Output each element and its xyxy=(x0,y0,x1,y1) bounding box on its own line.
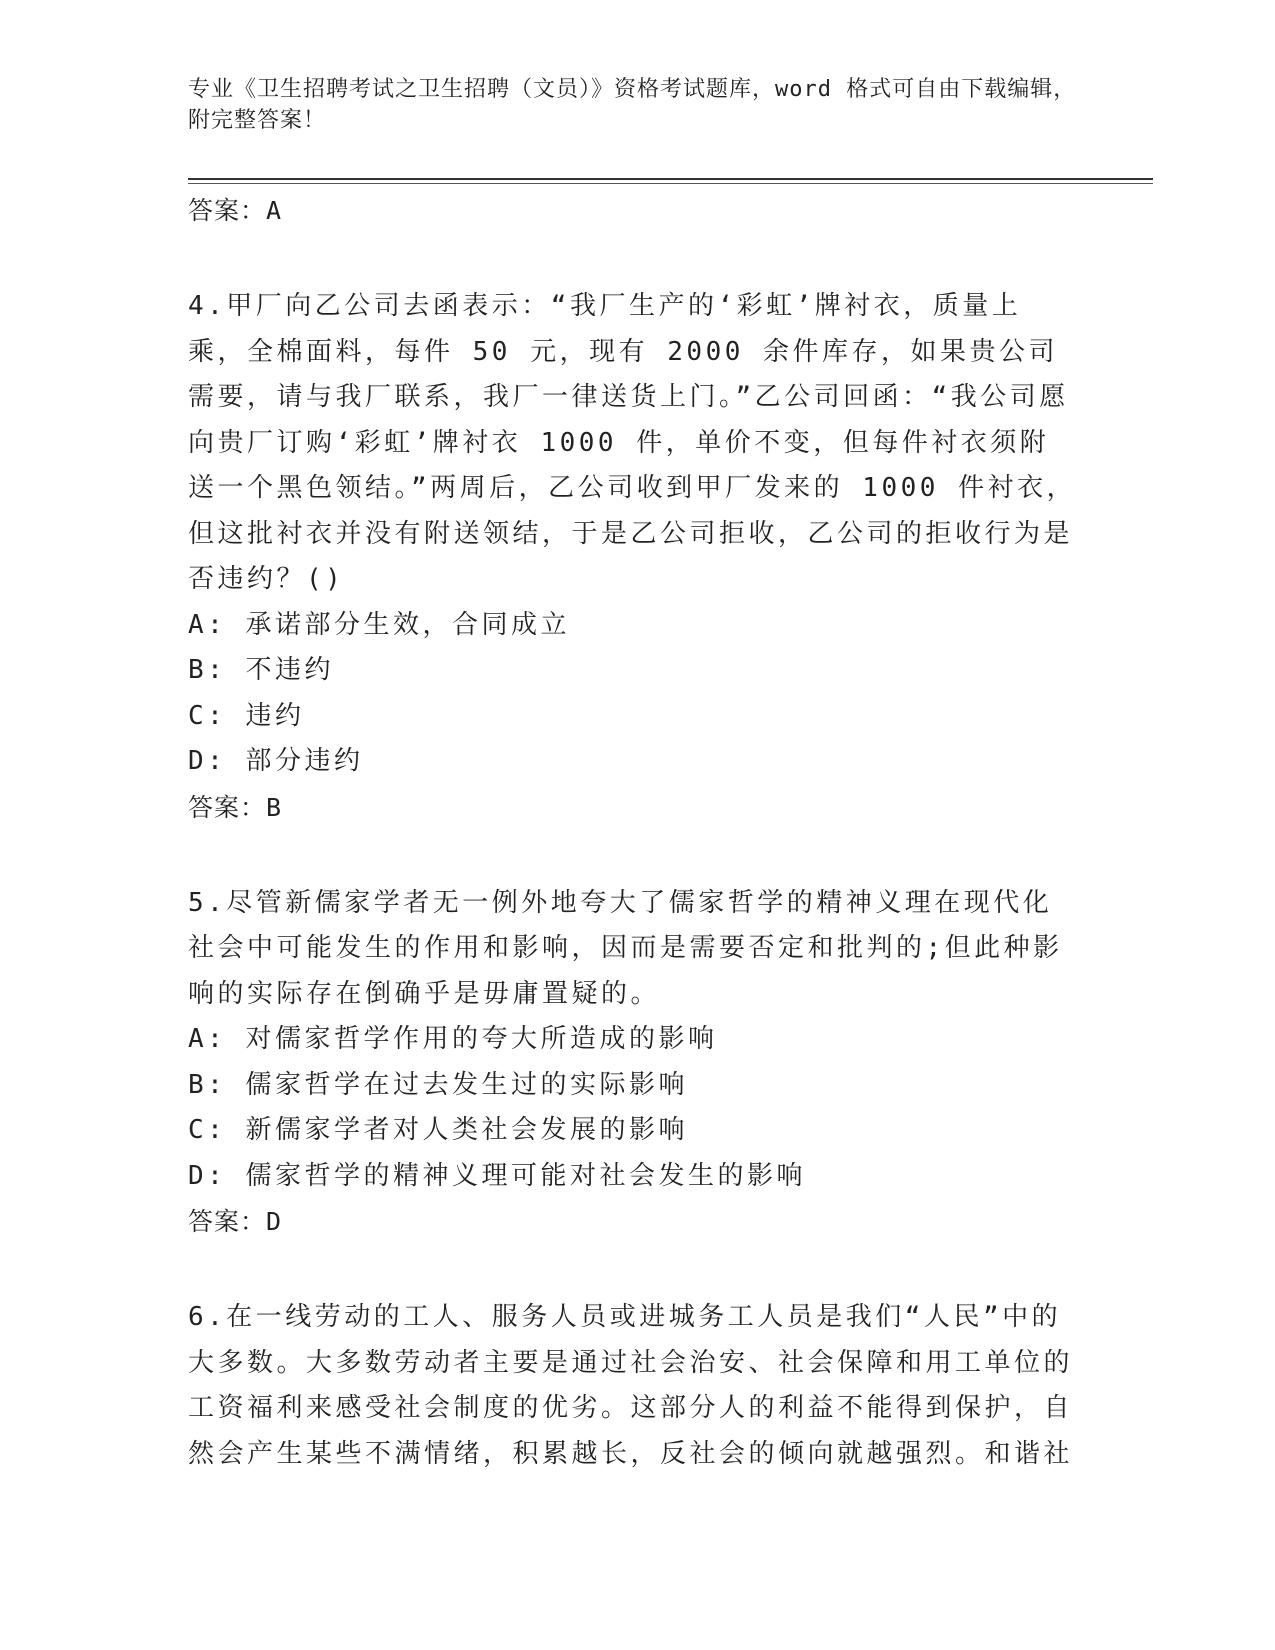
answer-line: 答案：D xyxy=(188,1207,283,1236)
header-divider-thin xyxy=(188,183,1153,184)
option-d: D: 儒家哲学的精神义理可能对社会发生的影响 xyxy=(188,1160,806,1191)
option-a: A: 对儒家哲学作用的夸大所造成的影响 xyxy=(188,1024,718,1054)
question-5-options xyxy=(188,1017,1078,1199)
option-c: C: 违约 xyxy=(188,700,305,731)
question-5-text: 5.尽管新儒家学者无一例外地夸大了儒家哲学的精神义理在现代化社会中可能发生的作用和影响，因而是需要否定和批判的;但此种影响的实际存在倒确乎是毋庸置疑的。 xyxy=(188,887,1063,1009)
question-4-options xyxy=(188,603,1078,785)
spacer xyxy=(188,234,1078,284)
option-b: B: 儒家哲学在过去发生过的实际影响 xyxy=(188,1069,688,1100)
option-d: D: 部分违约 xyxy=(188,746,364,776)
question-4-text: 4.甲厂向乙公司去函表示：“我厂生产的‘彩虹’牌衬衣，质量上乘，全棉面料，每件 50 元，现有 2000 余件库存，如果贵公司需要，请与我厂联系，我厂一律送货上门。”乙公司回函：“我公司愿向贵厂订购‘彩虹’牌衬衣 1000 件，单价不变，但每件衬衣须附送一个黑色领结。”两周后，乙公司收到甲厂发来的 1000 件衬衣，但这批衬衣并没有附送领结，于是乙公司拒收，乙公司的拒收行为是否违约？() xyxy=(188,291,1077,594)
answer-line: 答案：B xyxy=(188,792,283,822)
answer-line: 答案：A xyxy=(188,196,283,225)
option-b: B: 不违约 xyxy=(188,655,334,685)
spacer xyxy=(188,831,1078,881)
question-6-text: 6.在一线劳动的工人、服务人员或进城务工人员是我们“人民”中的大多数。大多数劳动者主要是通过社会治安、社会保障和用工单位的工资福利来感受社会制度的优劣。这部分人的利益不能得到保护，自然会产生某些不满情绪，积累越长，反社会的倾向就越强烈。和谐社 xyxy=(188,1302,1074,1469)
header-divider xyxy=(188,178,1153,180)
option-a: A: 承诺部分生效，合同成立 xyxy=(188,609,570,640)
option-c: C: 新儒家学者对人类社会发展的影响 xyxy=(188,1115,688,1145)
document-body xyxy=(188,188,1078,1477)
spacer xyxy=(188,1245,1078,1295)
document-header: 专业《卫生招聘考试之卫生招聘（文员）》资格考试题库，word 格式可自由下载编辑，附完整答案！ xyxy=(188,77,1077,133)
